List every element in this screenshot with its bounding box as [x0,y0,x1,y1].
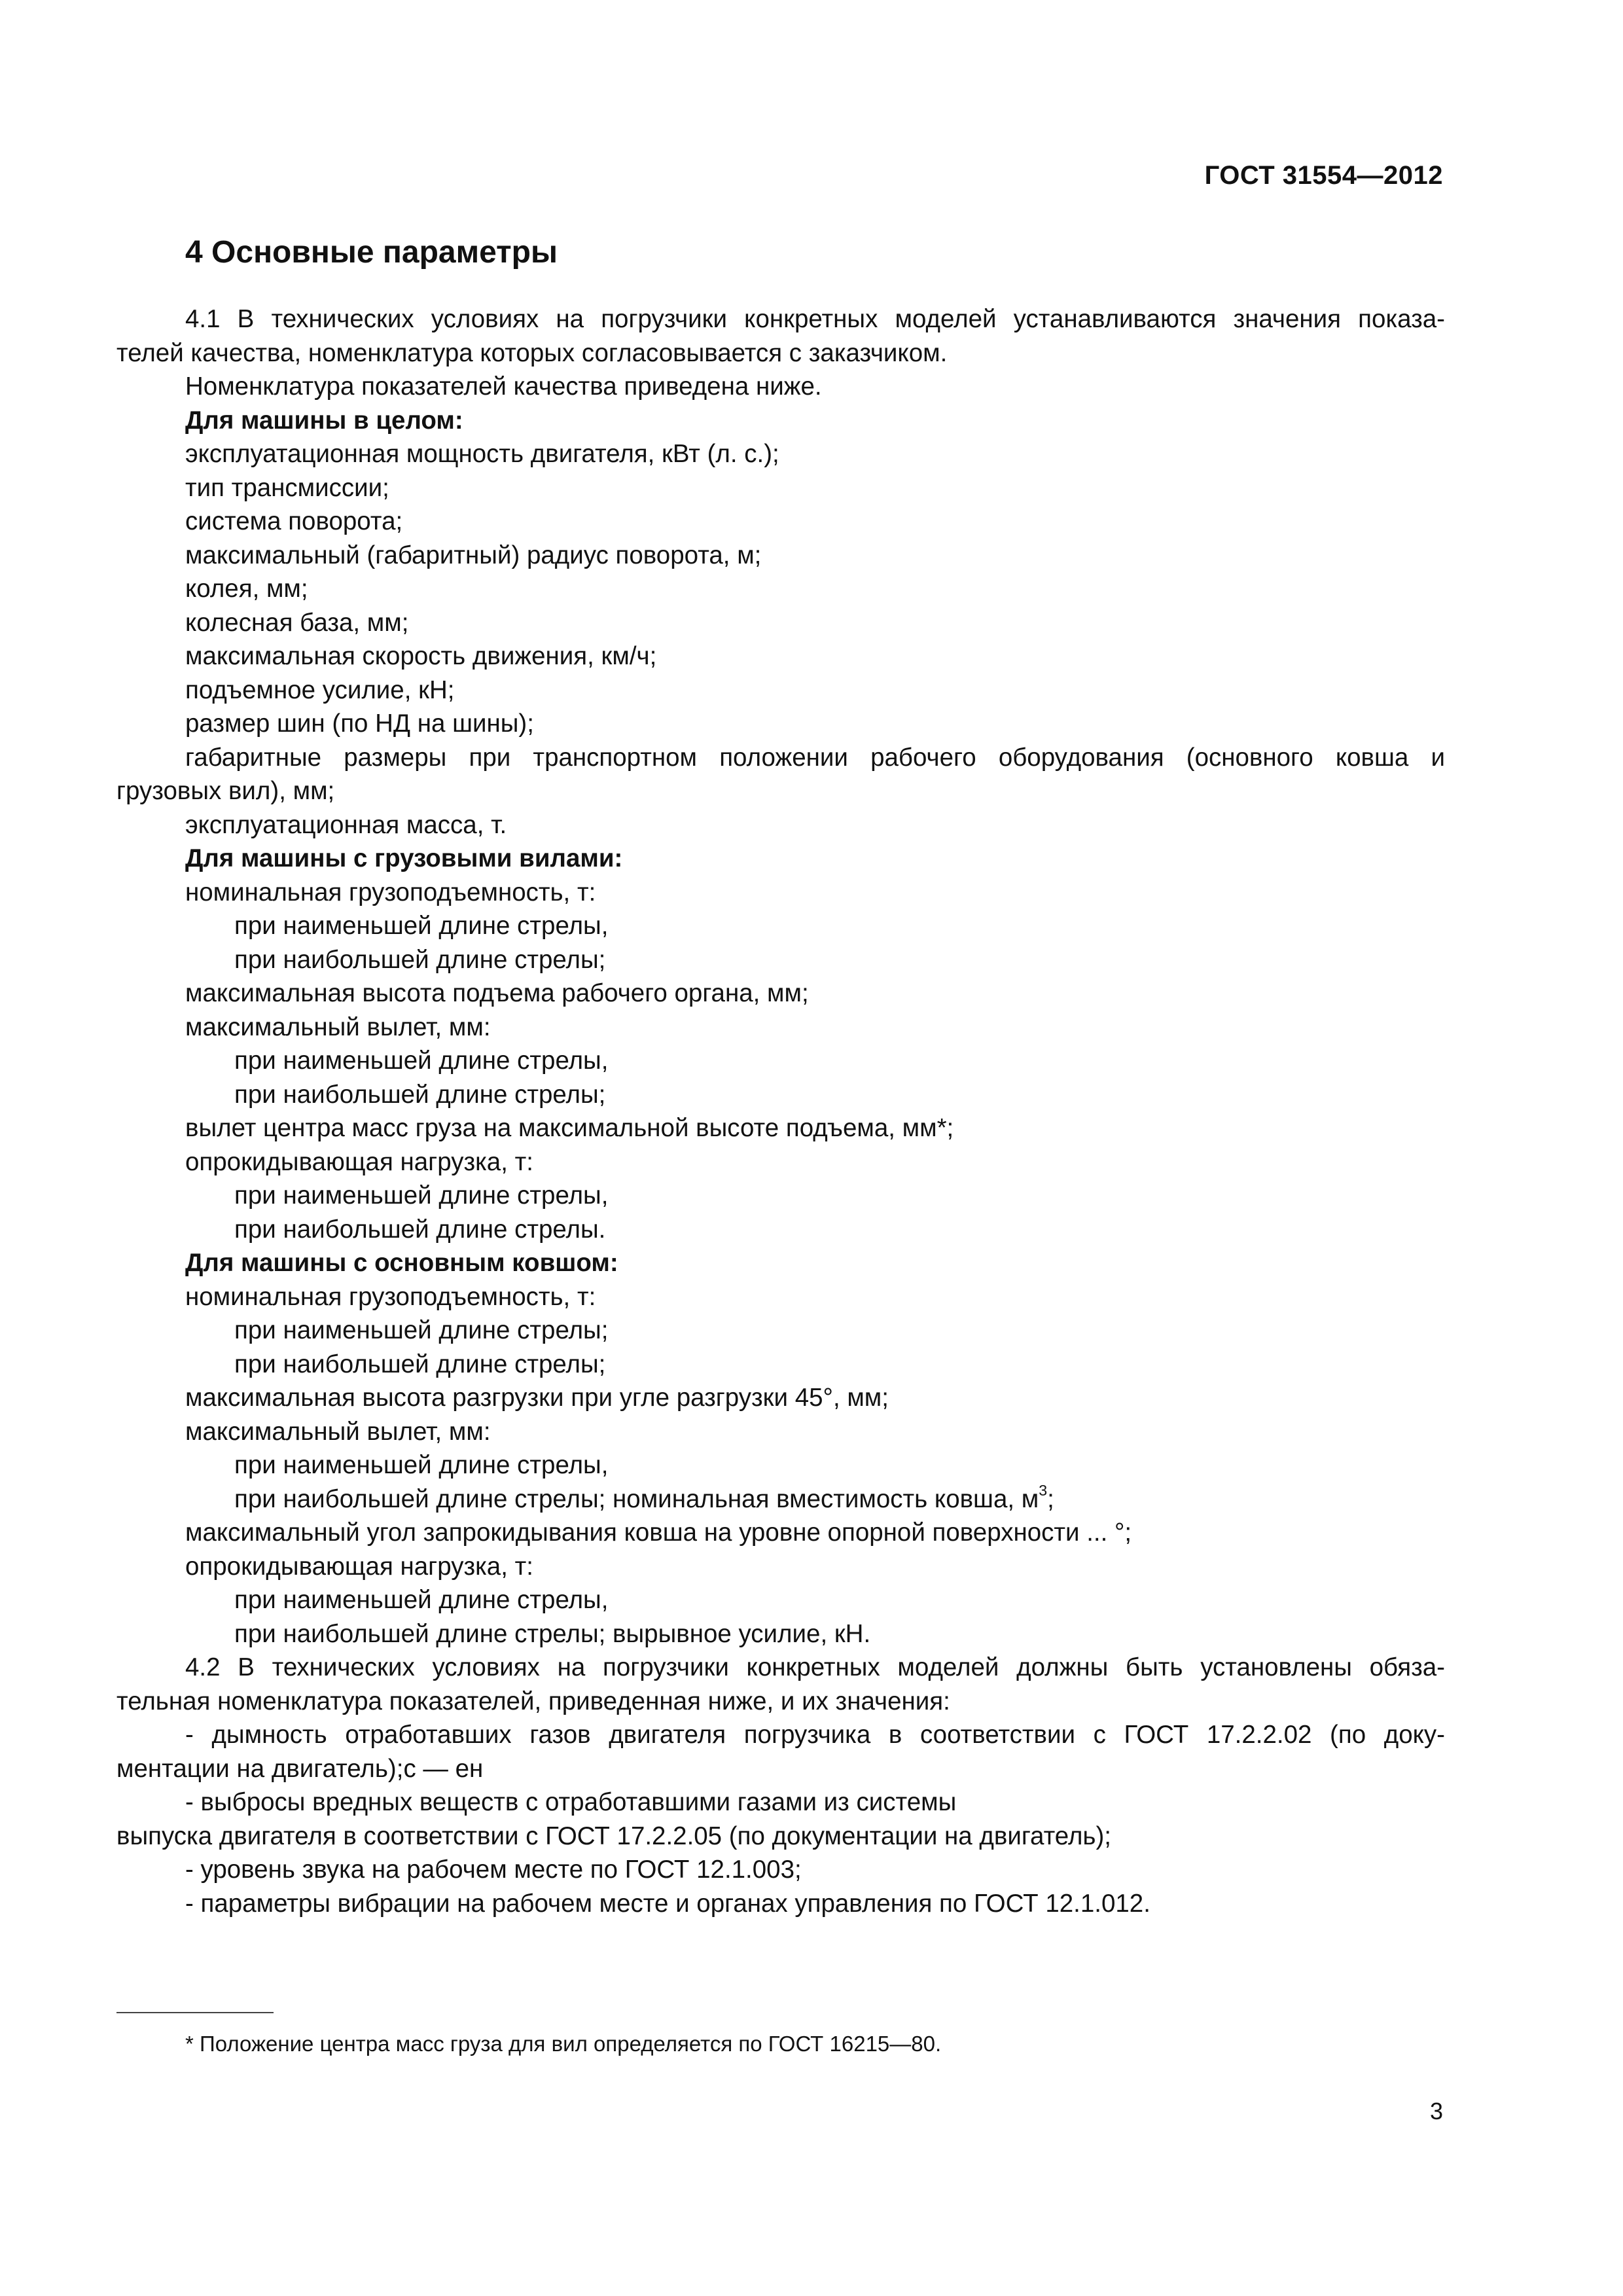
list-item: эксплуатационная масса, т. [185,810,507,839]
footnote-divider [116,2012,274,2013]
paragraph-line: 4.2 В технических условиях на погрузчики конкретных моделей должны быть установлены обяза- [185,1653,1445,1681]
list-item: номинальная грузоподъемность, т: [185,878,596,906]
sub-list-item: при наименьшей длине стрелы, [234,1586,609,1614]
list-item: эксплуатационная мощность двигателя, кВт (л. с.); [185,440,779,468]
list-item: максимальный (габаритный) радиус поворота, м; [185,541,762,569]
paragraph-line: телей качества, номенклатура которых согласовывается с заказчиком. [116,338,948,367]
sub-list-item: при наибольшей длине стрелы; вырывное усилие, кН. [234,1619,871,1648]
list-item: - параметры вибрации на рабочем месте и органах управления по ГОСТ 12.1.012. [185,1889,1150,1918]
list-item: максимальная высота подъема рабочего органа, мм; [185,979,809,1007]
sub-list-item-text: при наибольшей длине стрелы; номинальная вместимость ковша, м [234,1484,1039,1513]
document-body [116,302,1445,1920]
list-item: габаритные размеры при транспортном положении рабочего оборудования (основного ковша и [185,743,1445,772]
list-item: номинальная грузоподъемность, т: [185,1282,596,1311]
sub-list-item-tail: ; [1047,1484,1054,1513]
document-code: ГОСТ 31554—2012 [1204,161,1443,190]
sub-list-item: при наименьшей длине стрелы, [234,1181,609,1210]
list-item-continuation: ментации на двигатель);с — ен [116,1754,484,1783]
list-item: максимальный вылет, мм: [185,1013,491,1041]
list-item: тип трансмиссии; [185,473,389,502]
subheading: Для машины с основным ковшом: [185,1249,618,1277]
list-item: вылет центра масс груза на максимальной высоте подъема, мм*; [185,1114,954,1142]
sub-list-item: при наименьшей длине стрелы, [234,1451,609,1479]
list-item: максимальная скорость движения, км/ч; [185,642,657,670]
list-item-continuation: грузовых вил), мм; [116,777,335,805]
footnote: * Положение центра масс груза для вил определяется по ГОСТ 16215—80. [185,2032,942,2056]
list-item: опрокидывающая нагрузка, т: [185,1552,533,1581]
list-item: - дымность отработавших газов двигателя погрузчика в соответствии с ГОСТ 17.2.2.02 (по доку- [185,1721,1445,1749]
list-item: максимальный угол запрокидывания ковша на уровне опорной поверхности ... °; [185,1518,1132,1547]
subheading: Для машины с грузовыми вилами: [185,844,623,872]
list-item: подъемное усилие, кН; [185,675,455,704]
sub-list-item: при наименьшей длине стрелы, [234,1047,609,1075]
sub-list-item [116,1482,1445,1516]
list-item: колесная база, мм; [185,608,409,637]
list-item: опрокидывающая нагрузка, т: [185,1147,533,1176]
sub-list-item: при наибольшей длине стрелы; [234,1350,606,1378]
paragraph-line: тельная номенклатура показателей, приведенная ниже, и их значения: [116,1687,950,1715]
list-item: колея, мм; [185,575,308,603]
list-item: - уровень звука на рабочем месте по ГОСТ 12.1.003; [185,1856,802,1884]
sub-list-item: при наибольшей длине стрелы; [234,945,606,974]
section-title: 4 Основные параметры [185,235,558,270]
list-item-continuation: выпуска двигателя в соответствии с ГОСТ 17.2.2.05 (по документации на двигатель); [116,1821,1111,1850]
sub-list-item: при наименьшей длине стрелы; [234,1316,609,1344]
list-item: максимальный вылет, мм: [185,1417,491,1446]
paragraph-line: 4.1 В технических условиях на погрузчики конкретных моделей устанавливаются значения показа- [185,305,1445,333]
paragraph-line: Номенклатура показателей качества приведена ниже. [185,372,822,401]
list-item: - выбросы вредных веществ с отработавшими газами из системы [185,1788,957,1816]
sub-list-item: при наибольшей длине стрелы; [234,1080,606,1109]
list-item: система поворота; [185,507,403,535]
list-item: размер шин (по НД на шины); [185,709,534,738]
sub-list-item: при наибольшей длине стрелы. [234,1215,606,1244]
subheading: Для машины в целом: [185,406,463,435]
sub-list-item: при наименьшей длине стрелы, [234,912,609,940]
page-number: 3 [1429,2098,1443,2125]
list-item: максимальная высота разгрузки при угле разгрузки 45°, мм; [185,1384,889,1412]
superscript-3: 3 [1039,1482,1048,1499]
